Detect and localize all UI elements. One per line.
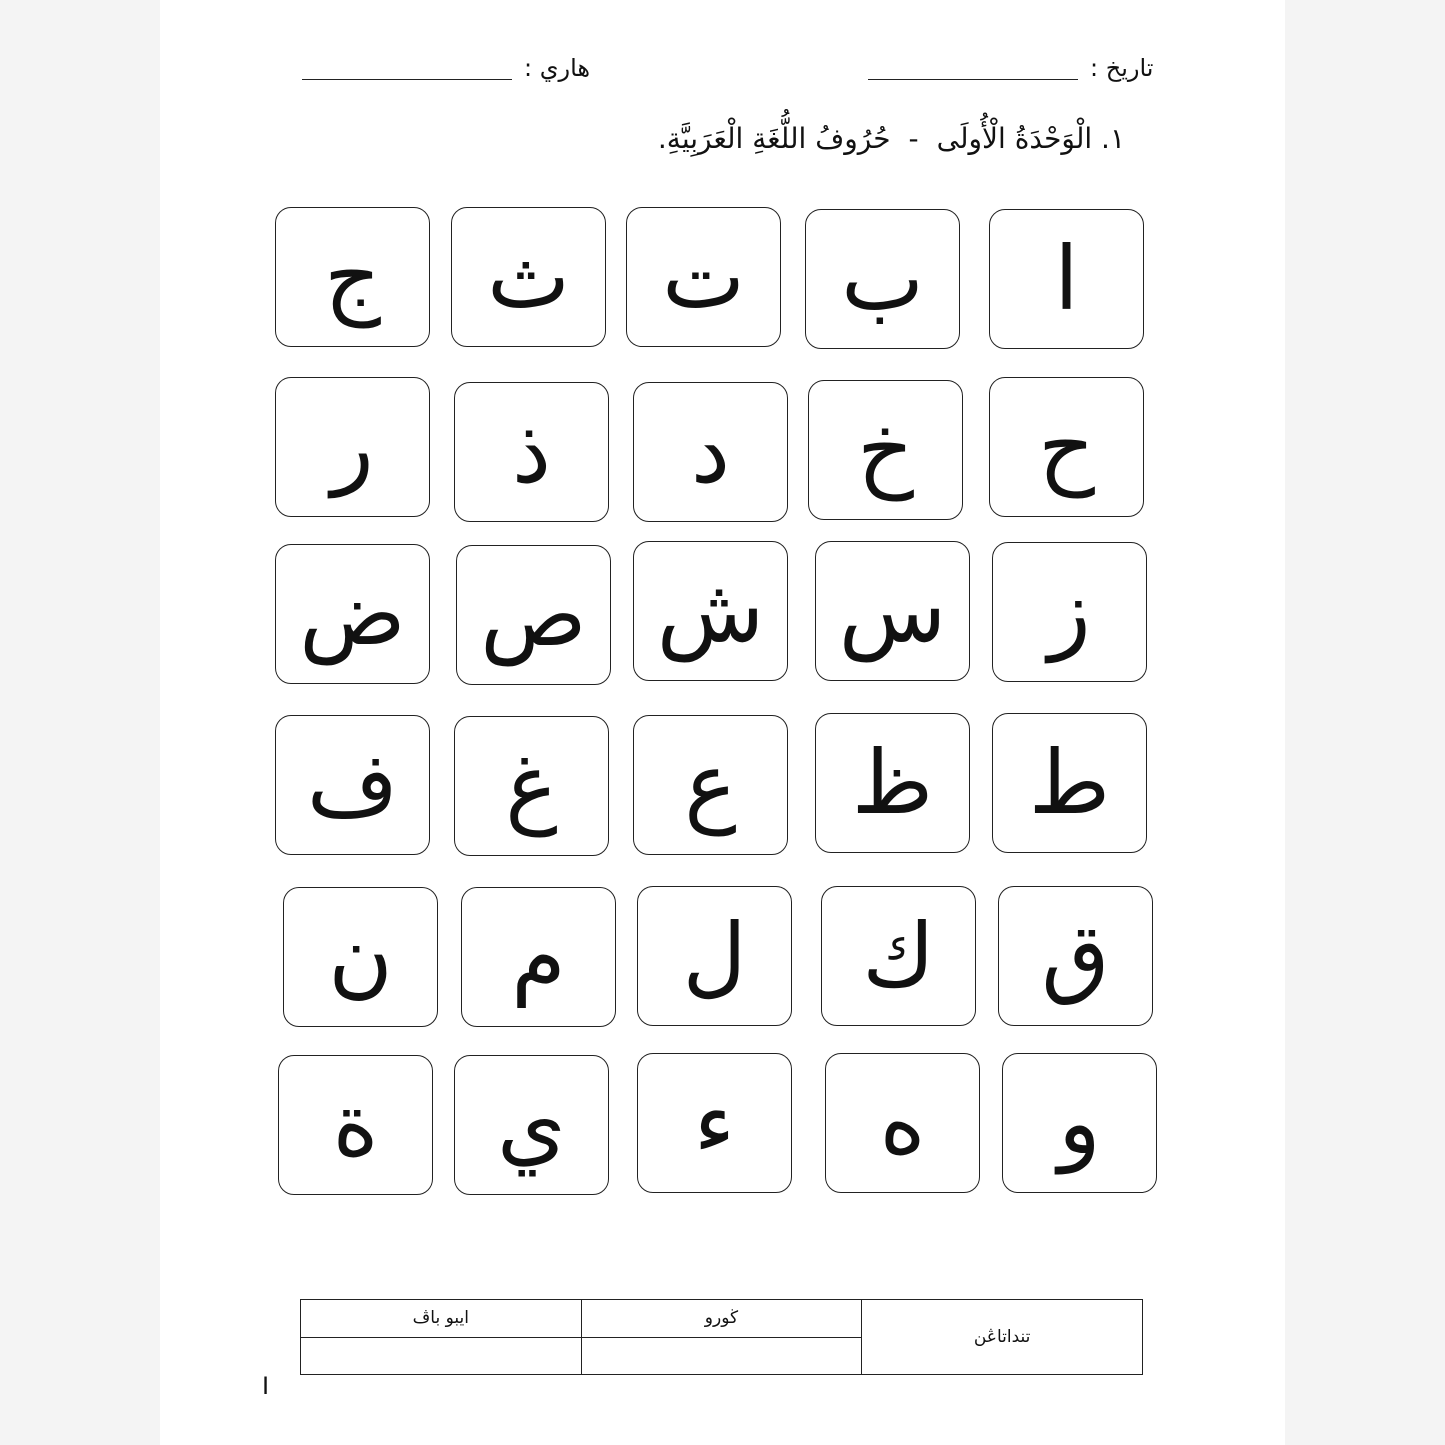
unit-heading [460,122,1125,178]
signature-label-cell: تنداتاڠن [862,1300,1143,1375]
letter-card: ز [992,542,1147,682]
letter-card: ل [637,886,792,1026]
letter-card: ف [275,715,430,855]
letter-card: ذ [454,382,609,522]
letter-card: ه [825,1053,980,1193]
parent-signature-cell[interactable] [301,1337,582,1375]
letter-card: و [1002,1053,1157,1193]
letter-card: ع [633,715,788,855]
date-label: تاريخ : [1090,54,1154,82]
letter-card: ص [456,545,611,685]
letter-card: س [815,541,970,681]
letter-card: ر [275,377,430,517]
name-label: هاري : [524,54,591,82]
letter-card: ش [633,541,788,681]
letter-card: ق [998,886,1153,1026]
name-blank-line[interactable] [302,57,512,80]
unit-topic: حُرُوفُ اللُّغَةِ الْعَرَبِيَّةِ. [657,122,891,155]
evaluation-table [300,1299,1143,1375]
letter-card: ن [283,887,438,1027]
letter-card: ت [626,207,781,347]
letter-card: ي [454,1055,609,1195]
parent-label-cell: ايبو باڤ [301,1300,582,1338]
letter-card: خ [808,380,963,520]
unit-title: ١. الْوَحْدَةُ الْأُولَى [936,122,1125,155]
page-number: I [262,1372,270,1400]
teacher-label-cell: ڬورو [581,1300,862,1338]
worksheet-page [160,0,1285,1445]
date-blank-line[interactable] [868,57,1078,80]
letter-card: م [461,887,616,1027]
letter-card: غ [454,716,609,856]
letter-card: ث [451,207,606,347]
letter-card: ة [278,1055,433,1195]
heading-separator: - [908,122,919,155]
letter-card: ح [989,377,1144,517]
letter-card: ب [805,209,960,349]
letter-card: ا [989,209,1144,349]
letter-card: د [633,382,788,522]
date-field [868,48,1153,88]
letter-card: ض [275,544,430,684]
letter-card: ج [275,207,430,347]
letter-card: ك [821,886,976,1026]
letter-card: ظ [815,713,970,853]
letter-card: ط [992,713,1147,853]
name-field [302,48,590,88]
teacher-signature-cell[interactable] [581,1337,862,1375]
letter-card: ء [637,1053,792,1193]
